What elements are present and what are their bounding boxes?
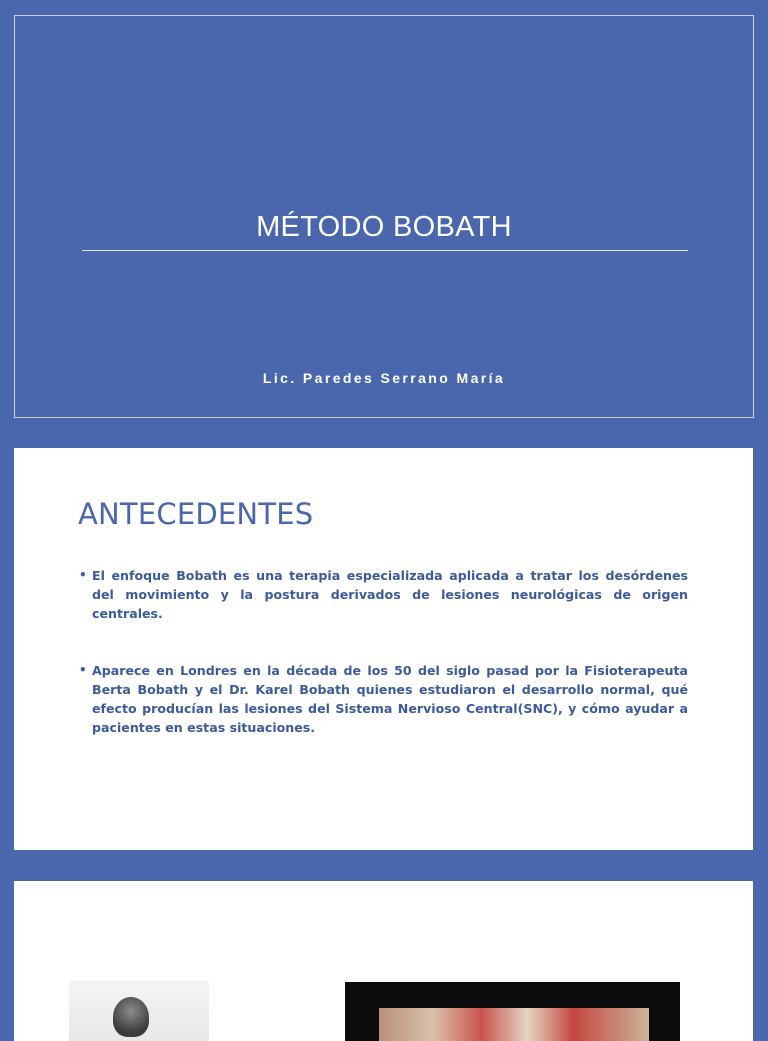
title-divider (82, 250, 688, 251)
bullet-text: El enfoque Bobath es una terapia especializada aplicada a tratar los desórdenes del movimiento y la postura derivados de lesiones neurológicas de origen centrales. (92, 568, 688, 621)
portrait-photo (69, 981, 209, 1041)
bullet-item (78, 566, 688, 623)
slide-title: MÉTODO BOBATH (256, 211, 512, 243)
antecedentes-slide (14, 448, 753, 850)
bullet-marker: • (79, 663, 87, 677)
video-thumbnail[interactable] (345, 982, 680, 1041)
author-name: Lic. Paredes Serrano María (262, 370, 506, 386)
bullet-marker: • (79, 568, 87, 582)
bullet-item (78, 661, 688, 737)
title-slide (14, 15, 754, 418)
bullet-list (78, 566, 688, 737)
slide-heading: ANTECEDENTES (78, 497, 314, 531)
images-slide (14, 881, 753, 1041)
video-frame (379, 1008, 649, 1041)
bullet-text: Aparece en Londres en la década de los 50 del siglo pasad por la Fisioterapeuta Berta Bobath y el Dr. Karel Bobath quienes estudiaron el desarrollo normal, qué efecto producían las lesiones del Sistema Nervioso Central(SNC), y cómo ayudar a pacientes en estas situaciones. (92, 663, 688, 735)
portrait-head (113, 997, 149, 1037)
